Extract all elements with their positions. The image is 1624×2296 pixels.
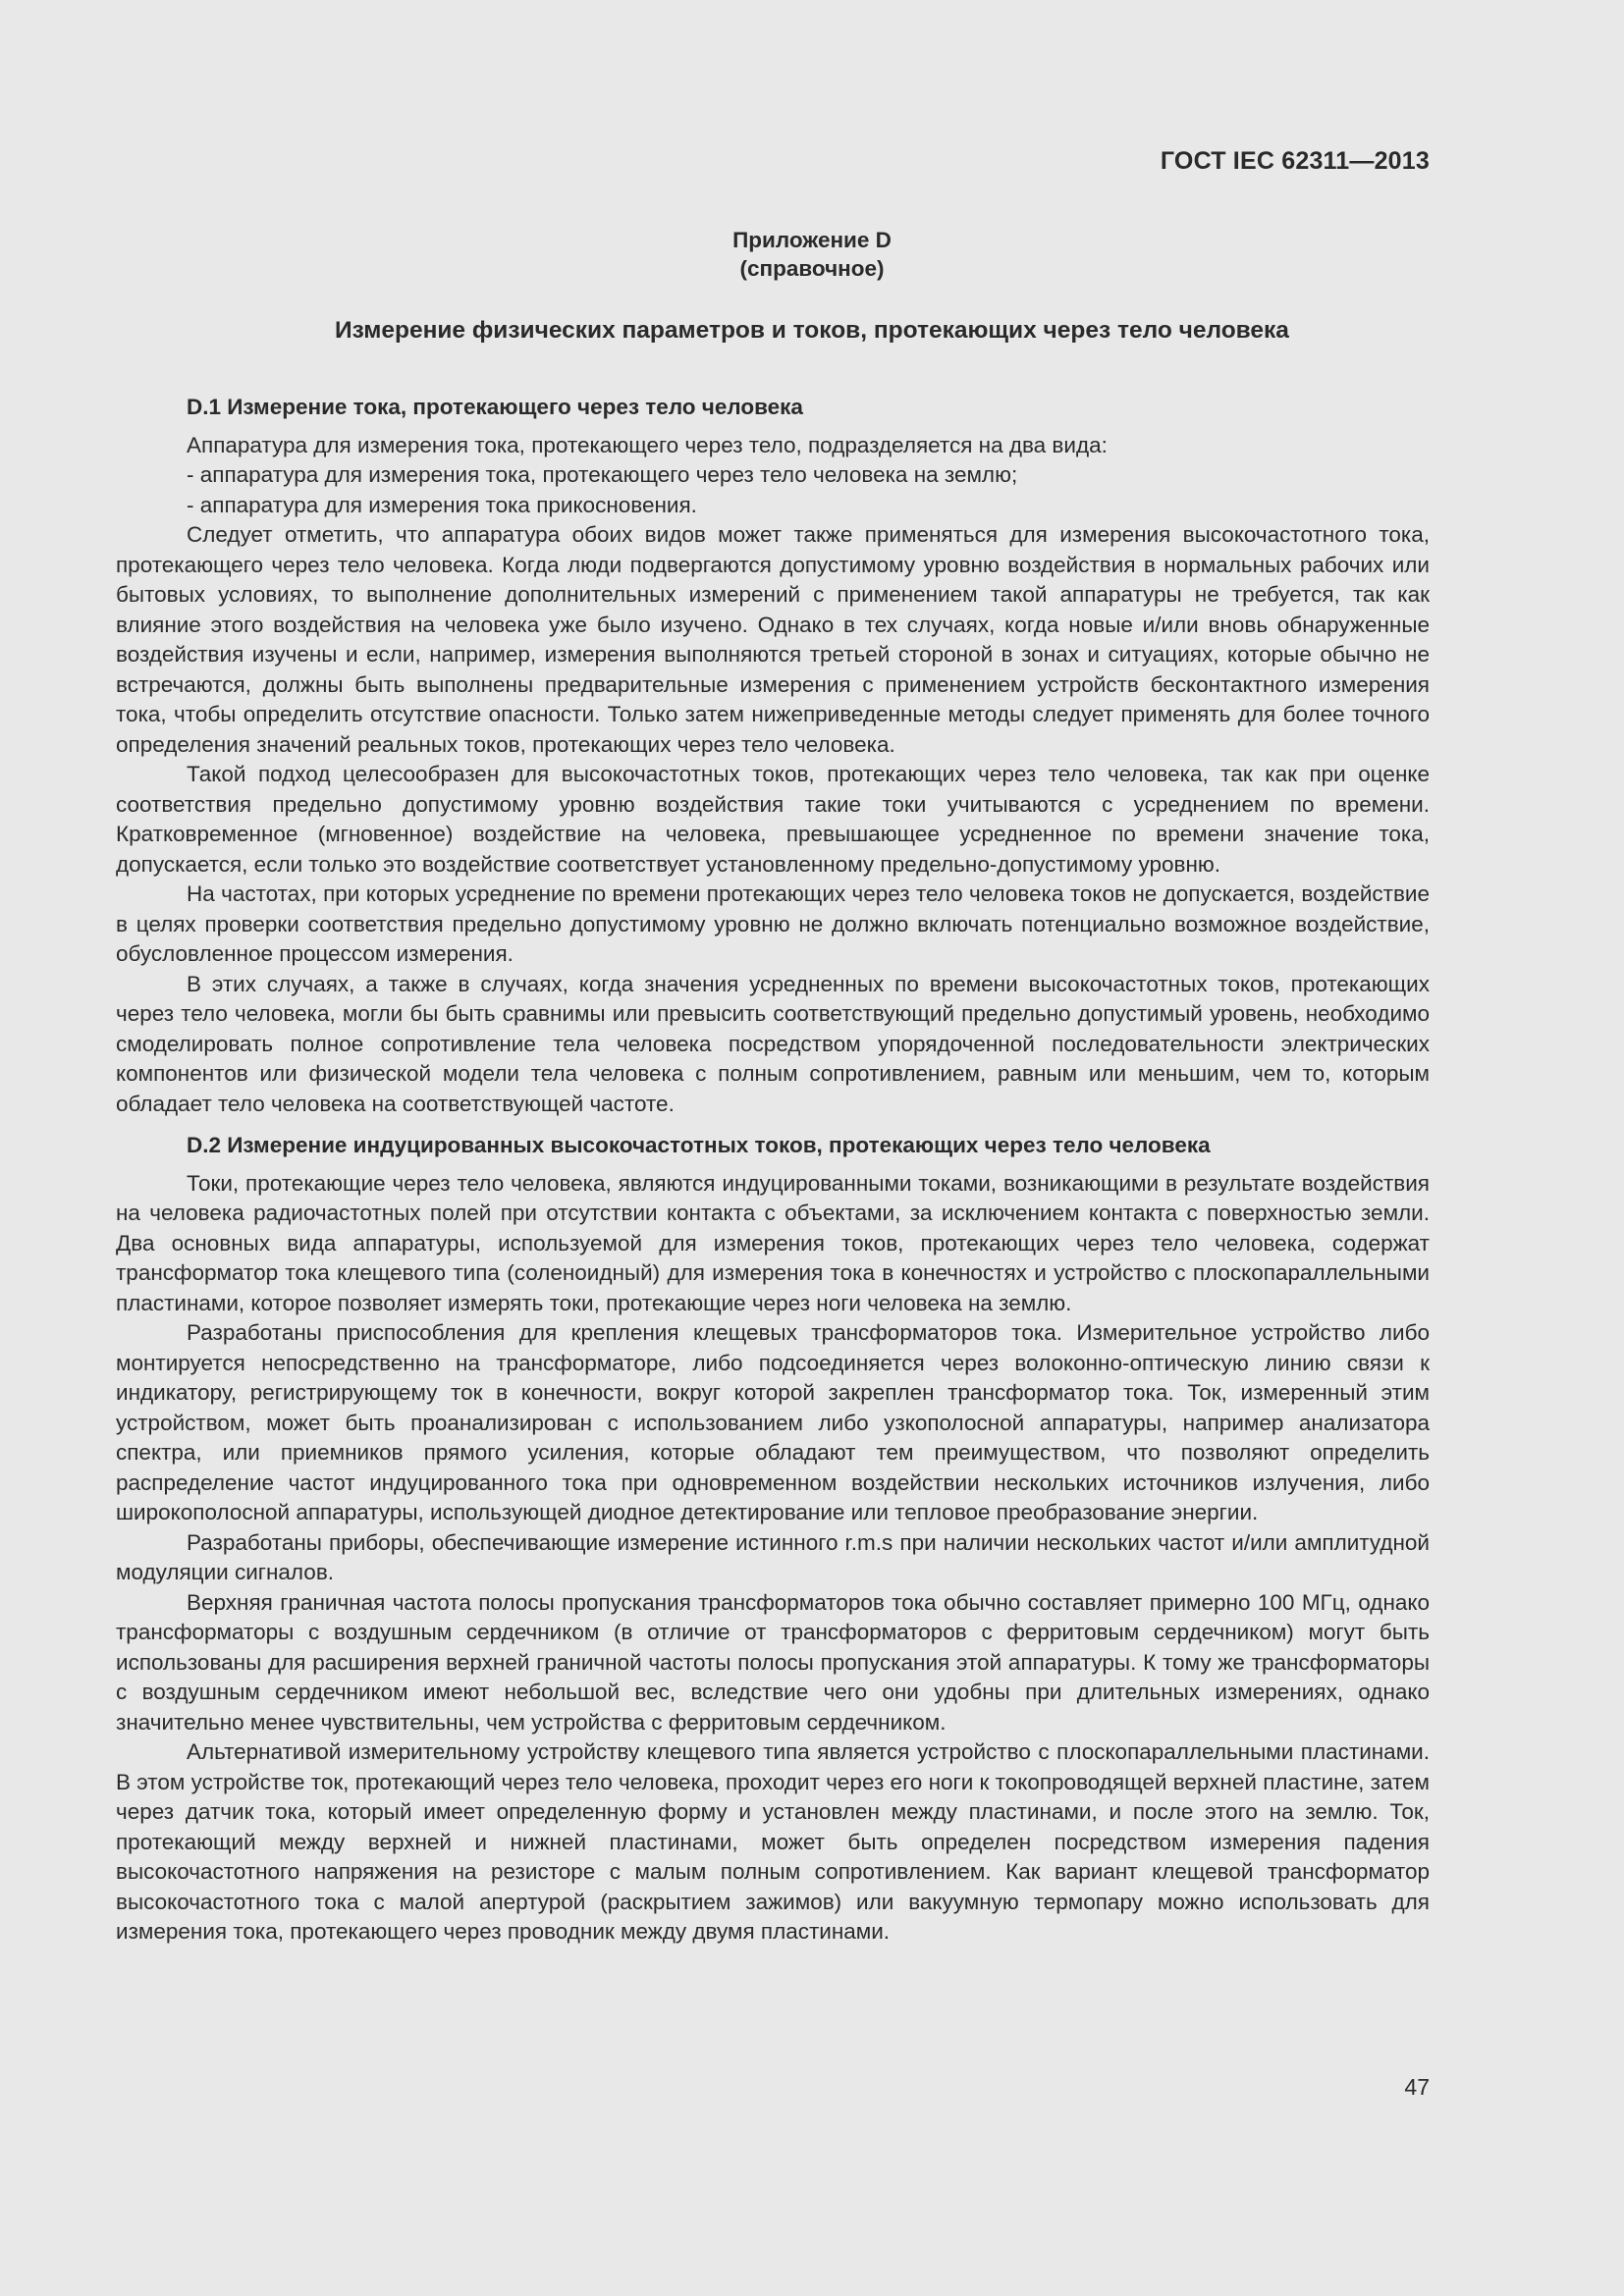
section-heading-d2: D.2 Измерение индуцированных высокочастотных токов, протекающих через тело человека bbox=[187, 1133, 1211, 1157]
section-heading-d1: D.1 Измерение тока, протекающего через тело человека bbox=[187, 395, 803, 419]
list-item: - аппаратура для измерения тока, протекающего через тело человека на землю; bbox=[187, 462, 1018, 487]
paragraph: Такой подход целесообразен для высокочастотных токов, протекающих через тело человека, так как при оценке соответствия предельно допустимому уровню воздействия такие токи учитываются с усреднением по времени. Кратковременное (мгновенное) воздействие на человека, превышающее усредненное по времени значение тока, допускается, если только это воздействие соответствует установленному предельно-допустимому уровню. bbox=[116, 762, 1430, 877]
list-item: - аппаратура для измерения тока прикосновения. bbox=[187, 492, 697, 517]
paragraph: Токи, протекающие через тело человека, являются индуцированными токами, возникающими в результате воздействия на человека радиочастотных полей при отсутствии контакта с объектами, за исключением контакта с поверхностью земли. Два основных вида аппаратуры, используемой для измерения токов, протекающих через тело человека, содержат трансформатор тока клещевого типа (соленоидный) для измерения тока в конечностях и устройство с плоскопараллельными пластинами, которое позволяет измерять токи, протекающие через ноги человека на землю. bbox=[116, 1170, 1430, 1315]
paragraph: Следует отметить, что аппаратура обоих видов может также применяться для измерения высокочастотного тока, протекающего через тело человека. Когда люди подвергаются допустимому уровню воздействия в нормальных рабочих или бытовых условиях, то выполнение дополнительных измерений с применением такой аппаратуры не требуется, так как влияние этого воздействия на человека уже было изучено. Однако в тех случаях, когда новые и/или вновь обнаруженные воздействия изучены и если, например, измерения выполняются третьей стороной в зонах и ситуациях, которые обычно не встречаются, должны быть выполнены предварительные измерения с применением устройств бесконтактного измерения тока, чтобы определить отсутствие опасности. Только затем нижеприведенные методы следует применять для более точного определения значений реальных токов, протекающих через тело человека. bbox=[116, 522, 1430, 757]
appendix-label: Приложение D bbox=[732, 228, 892, 252]
paragraph: Разработаны приспособления для крепления клещевых трансформаторов тока. Измерительное устройство либо монтируется непосредственно на трансформаторе, либо подсоединяется через волоконно-оптическую линию связи к индикатору, регистрирующему ток в конечности, вокруг которой закреплен трансформатор тока. Ток, измеренный этим устройством, может быть проанализирован с использованием либо узкополосной аппаратуры, например анализатора спектра, или приемников прямого усиления, которые обладают тем преимуществом, что позволяют определить распределение частот индуцированного тока при одновременном воздействии нескольких источников излучения, либо широкополосной аппаратуры, использующей диодное детектирование или тепловое преобразование энергии. bbox=[116, 1320, 1430, 1524]
appendix-heading bbox=[0, 226, 1624, 283]
standard-number: ГОСТ IEC 62311—2013 bbox=[1160, 147, 1430, 175]
paragraph: Верхняя граничная частота полосы пропускания трансформаторов тока обычно составляет примерно 100 МГц, однако трансформаторы с воздушным сердечником (в отличие от трансформаторов с ферритовым сердечником) могут быть использованы для расширения верхней граничной частоты полосы пропускания этой аппаратуры. К тому же трансформаторы с воздушным сердечником имеют небольшой вес, вследствие чего они удобны при длительных измерениях, однако значительно менее чувствительны, чем устройства с ферритовым сердечником. bbox=[116, 1589, 1430, 1735]
page-number: 47 bbox=[1404, 2074, 1430, 2100]
paragraph: Аппаратура для измерения тока, протекающего через тело, подразделяется на два вида: bbox=[187, 432, 1108, 457]
appendix-title: Измерение физических параметров и токов, протекающих через тело человека bbox=[335, 317, 1289, 344]
paragraph: Разработаны приборы, обеспечивающие измерение истинного r.m.s при наличии нескольких частот и/или амплитудной модуляции сигналов. bbox=[116, 1529, 1430, 1584]
appendix-type: (справочное) bbox=[739, 256, 885, 281]
paragraph: На частотах, при которых усреднение по времени протекающих через тело человека токов не допускается, воздействие в целях проверки соответствия предельно допустимому уровню не должно включать потенциально возможное воздействие, обусловленное процессом измерения. bbox=[116, 881, 1430, 966]
document-body bbox=[116, 393, 1430, 1948]
paragraph: Альтернативой измерительному устройству клещевого типа является устройство с плоскопараллельными пластинами. В этом устройстве ток, протекающий через тело человека, проходит через его ноги к токопроводящей верхней пластине, затем через датчик тока, который имеет определенную форму и установлен между пластинами, и после этого на землю. Ток, протекающий между верхней и нижней пластинами, может быть определен посредством измерения падения высокочастотного напряжения на резисторе с малым полным сопротивлением. Как вариант клещевой трансформатор высокочастотного тока с малой апертурой (раскрытием зажимов) или вакуумную термопару можно использовать для измерения тока, протекающего через проводник между двумя пластинами. bbox=[116, 1739, 1430, 1944]
paragraph: В этих случаях, а также в случаях, когда значения усредненных по времени высокочастотных токов, протекающих через тело человека, могли бы быть сравнимы или превысить соответствующий предельно допустимый уровень, необходимо смоделировать полное сопротивление тела человека посредством упорядоченной последовательности электрических компонентов или физической модели тела человека с полным сопротивлением, равным или меньшим, чем то, которым обладает тело человека на соответствующей частоте. bbox=[116, 971, 1430, 1116]
